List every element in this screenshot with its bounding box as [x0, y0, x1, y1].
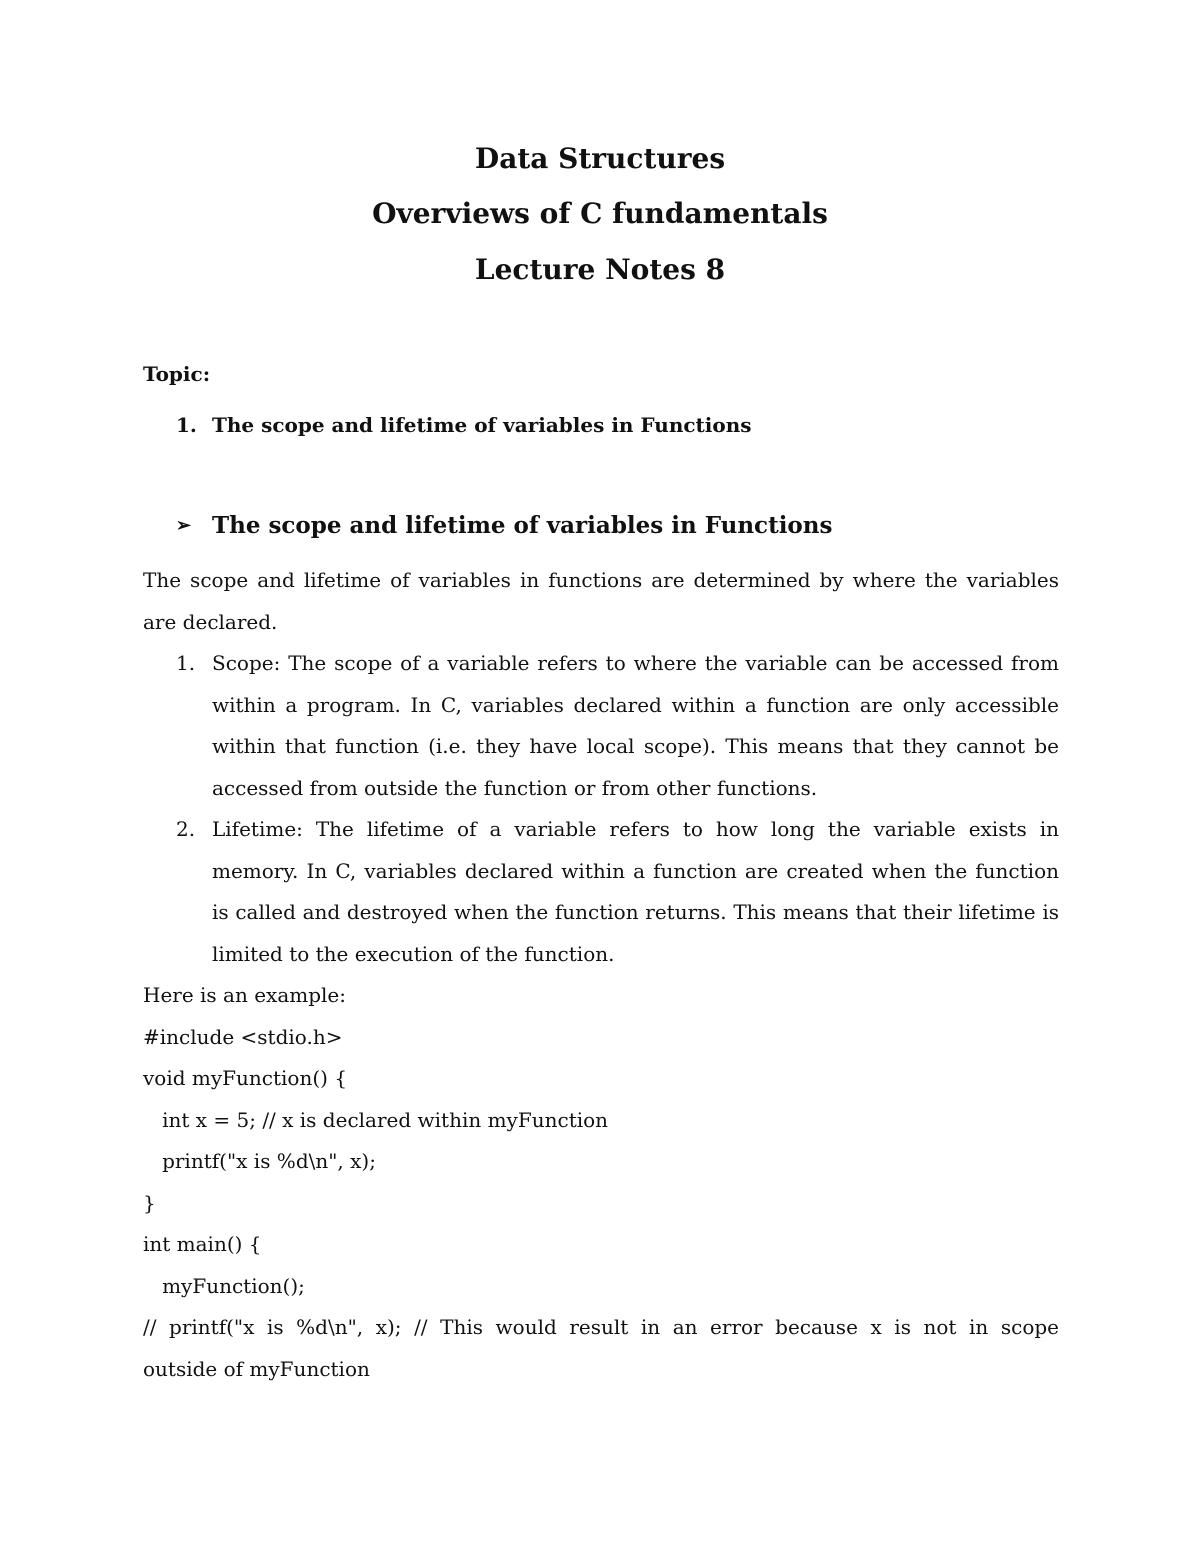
list-item — [143, 809, 1059, 975]
code-line: int main() { — [143, 1232, 262, 1256]
intro-paragraph: The scope and lifetime of variables in functions are determined by where the variables are declared. — [143, 568, 1059, 634]
code-line: void myFunction() { — [143, 1066, 348, 1090]
section-heading — [176, 512, 832, 539]
topic-label: Topic: — [143, 362, 211, 386]
code-comment-line: // printf("x is %d\n", x); // This would result in an error because x is not in scope — [143, 1315, 1059, 1339]
list-item-number: 2. — [176, 817, 196, 841]
topic-item-number: 1. — [176, 413, 197, 437]
code-example — [143, 975, 1059, 1390]
code-line: #include <stdio.h> — [143, 1024, 343, 1049]
explanation-list — [143, 643, 1059, 975]
code-line: int x = 5; // x is declared within myFunction — [143, 1107, 609, 1132]
list-item-text: Scope: The scope of a variable refers to where the variable can be accessed from within a program. In C, variables declared within a function are only accessible within that function (i.e. they have local scope). This means that they cannot be accessed from outside the function or from other functions. — [212, 651, 1059, 800]
section-heading-text: The scope and lifetime of variables in Functions — [212, 512, 833, 539]
course-title: Data Structures — [474, 142, 726, 175]
topic-item-text: The scope and lifetime of variables in Functions — [212, 413, 752, 437]
list-item — [143, 643, 1059, 809]
topic-item — [176, 413, 752, 437]
list-item-text: Lifetime: The lifetime of a variable refers to how long the variable exists in memory. In C, variables declared within a function are created when the function is called and destroyed when the function returns. This means that their lifetime is limited to the execution of the function. — [212, 817, 1059, 966]
code-line: } — [143, 1190, 156, 1215]
arrow-bullet-icon: ➢ — [176, 515, 192, 536]
code-line: myFunction(); — [143, 1273, 305, 1298]
example-label: Here is an example: — [143, 983, 346, 1007]
code-line: printf("x is %d\n", x); — [143, 1149, 376, 1173]
list-item-number: 1. — [176, 651, 196, 675]
document-subtitle: Overviews of C fundamentals — [372, 197, 828, 230]
lecture-number: Lecture Notes 8 — [474, 253, 726, 286]
code-comment-continuation: outside of myFunction — [143, 1356, 370, 1381]
